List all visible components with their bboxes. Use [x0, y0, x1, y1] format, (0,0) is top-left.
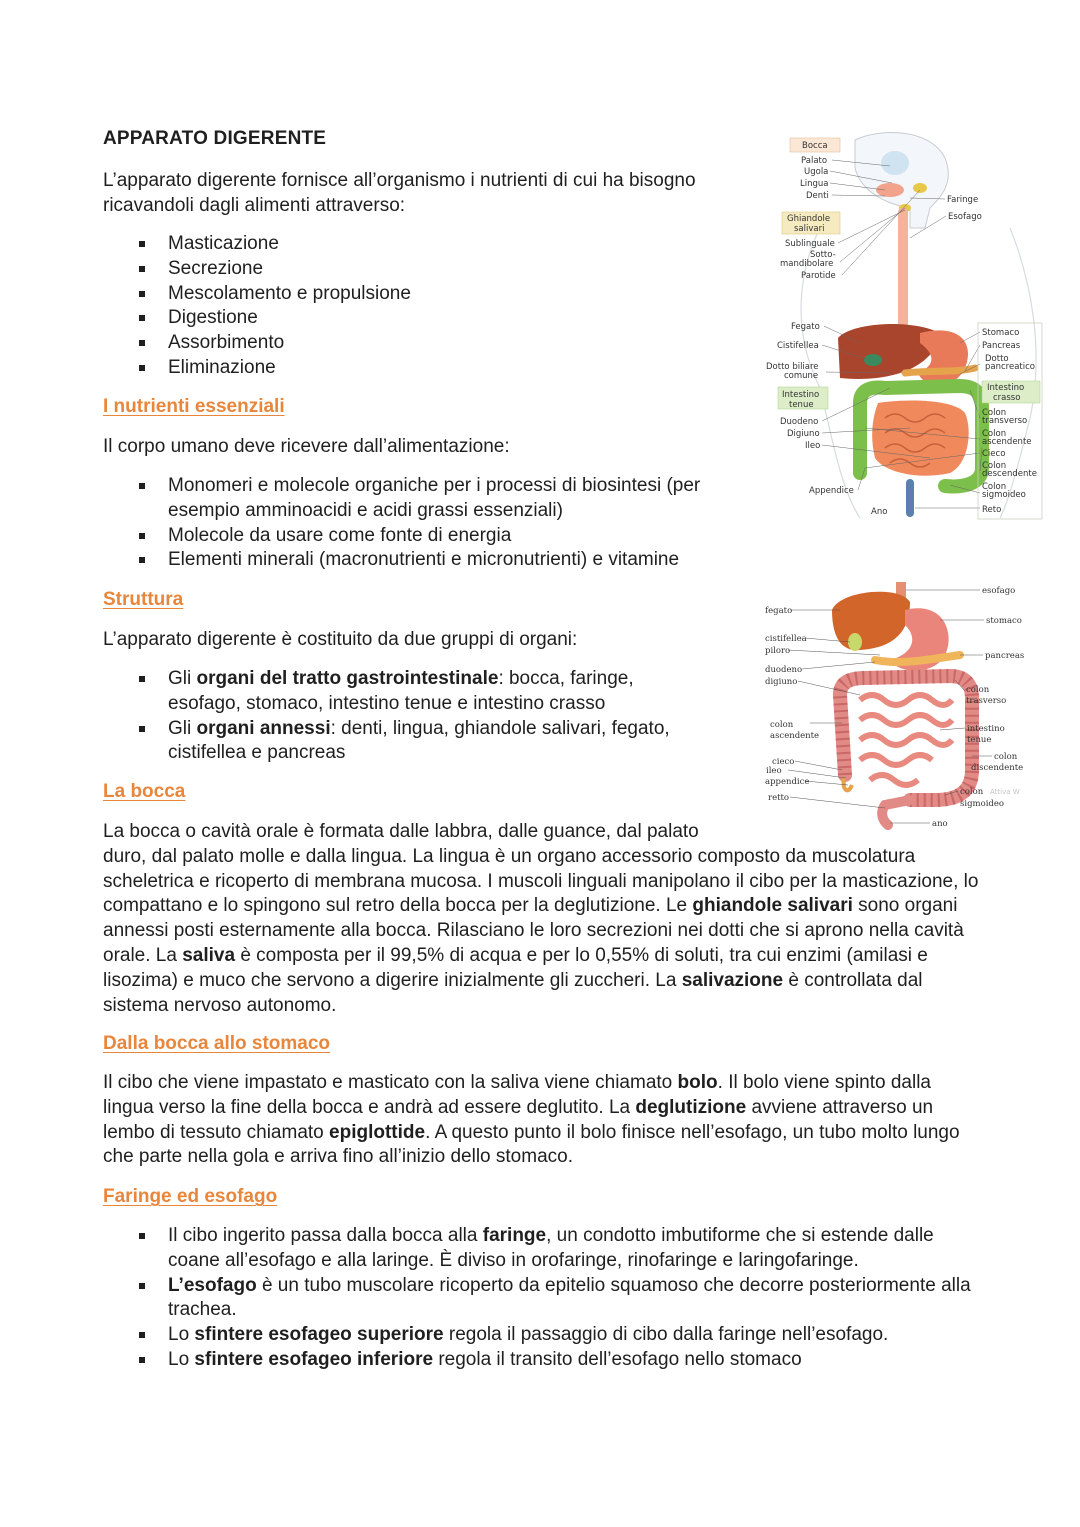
nasal-cavity — [881, 151, 909, 175]
diagram-label: discendente — [971, 763, 1024, 773]
bocca-paragraph-start: La bocca o cavità orale è formata dalle labbra, dalle guance, dal palato — [103, 821, 699, 842]
diagram-label: sigmoideo — [960, 799, 1005, 809]
diagram-label: Colon — [982, 482, 1007, 492]
diagram-label: Reto — [982, 505, 1002, 515]
diagram-label: Cieco — [982, 449, 1006, 459]
diagram-label: comune — [784, 371, 819, 381]
diagram-label: ileo — [766, 766, 782, 776]
tongue-shape — [876, 183, 904, 197]
diagram-label: Appendice — [809, 486, 854, 496]
list-item: Digestione — [103, 306, 743, 331]
intro-paragraph: L’apparato digerente fornisce all’organismo i nutrienti di cui ha bisogno ricavandoli dagli alimenti attraverso: — [103, 170, 696, 216]
list-item: Secrezione — [103, 257, 743, 282]
diagram-label: Sotto- — [810, 250, 836, 260]
diagram-label: Colon — [982, 461, 1007, 471]
diagram-label: ascendente — [982, 437, 1032, 447]
diagram-label: colon — [770, 720, 794, 730]
diagram-label: Duodeno — [780, 417, 819, 427]
diagram-label: esofago — [982, 586, 1016, 596]
diagram-label: tenue — [789, 400, 814, 410]
diagram-label: colon — [966, 685, 990, 695]
list-item: Assorbimento — [103, 331, 743, 356]
stomaco-paragraph: Il cibo che viene impastato e masticato con la saliva viene chiamato bolo. Il bolo viene spinto dalla lingua verso la fine della bocca e andrà ad essere deglutito. La deglutizione avviene attraverso un lembo di tessuto chiamato epiglottide. A questo punto il bolo finisce nell’esofago, un tubo molto lungo che parte nella gola e arriva fino all’inizio dello stomaco. — [103, 1072, 960, 1168]
diagram-label: descendente — [982, 469, 1037, 479]
struttura-heading: Struttura — [103, 589, 184, 610]
diagram-label: Stomaco — [982, 328, 1020, 338]
process-list — [103, 232, 743, 381]
faringe-list — [103, 1224, 983, 1373]
diagram-label: fegato — [765, 606, 793, 616]
abdominal-organs-diagram — [760, 580, 1050, 830]
nutrienti-heading: I nutrienti essenziali — [103, 396, 285, 417]
diagram-label: Esofago — [948, 212, 982, 222]
list-item: Masticazione — [103, 232, 743, 257]
struttura-list — [103, 667, 703, 766]
list-item: Il cibo ingerito passa dalla bocca alla faringe, un condotto imbutiforme che si estende dalle coane all’esofago e alla laringe. È diviso in orofaringe, rinofaringe e laringofaringe. — [103, 1224, 983, 1274]
diagram-label: Palato — [801, 156, 828, 166]
diagram-label: colon — [960, 787, 984, 797]
digestive-system-diagram — [760, 128, 1050, 523]
diagram-label: retto — [768, 793, 790, 803]
list-item: Gli organi del tratto gastrointestinale: bocca, faringe, esofago, stomaco, intestino tenue e intestino crasso — [103, 667, 703, 717]
small-intestine-shape — [860, 695, 952, 785]
diagram-label: Bocca — [802, 141, 828, 151]
diagram-label: Dotto — [985, 354, 1009, 364]
diagram-label: sigmoideo — [982, 490, 1026, 500]
diagram-label: Fegato — [791, 322, 820, 332]
nutrienti-intro: Il corpo umano deve ricevere dall’alimentazione: — [103, 436, 510, 457]
list-item: Elementi minerali (macronutrienti e micronutrienti) e vitamine — [103, 548, 743, 573]
diagram-label: Ugola — [804, 167, 829, 177]
list-item: L’esofago è un tubo muscolare ricoperto da epitelio squamoso che decorre posteriormente alla trachea. — [103, 1274, 983, 1324]
diagram-label: Cistifellea — [777, 341, 819, 351]
struttura-intro: L’apparato digerente è costituito da due gruppi di organi: — [103, 629, 578, 650]
list-item: Eliminazione — [103, 356, 743, 381]
diagram-label: Dotto biliare — [766, 362, 819, 372]
diagram-label: cistifellea — [765, 634, 807, 644]
parotid-gland — [913, 183, 927, 193]
small-intestine-shape — [872, 400, 969, 475]
diagram-label: digiuno — [765, 677, 798, 687]
diagram-label: Colon — [982, 429, 1007, 439]
diagram-label: stomaco — [986, 616, 1022, 626]
list-item: Molecole da usare come fonte di energia — [103, 524, 743, 549]
diagram-label: ano — [932, 819, 948, 829]
diagram-label: Digiuno — [787, 429, 820, 439]
diagram-label: transverso — [982, 416, 1028, 426]
diagram-label: Intestino — [987, 383, 1025, 393]
diagram-label: mandibolare — [780, 259, 834, 269]
nutrienti-list — [103, 474, 743, 573]
gallbladder-shape — [864, 354, 882, 366]
diagram-label: pancreatico — [985, 362, 1035, 372]
list-item: Gli organi annessi: denti, lingua, ghiandole salivari, fegato, cistifellea e pancreas — [103, 717, 703, 767]
page-title: APPARATO DIGERENTE — [103, 128, 327, 149]
diagram-label: pancreas — [985, 651, 1025, 661]
diagram-label: Pancreas — [982, 341, 1021, 351]
bocca-heading: La bocca — [103, 781, 186, 802]
pancreas-shape — [905, 368, 975, 373]
diagram-label: Ano — [871, 507, 888, 517]
diagram-label: Parotide — [801, 271, 836, 281]
diagram-label: cieco — [772, 757, 795, 767]
list-item: Lo sfintere esofageo superiore regola il passaggio di cibo dalla faringe nell’esofago. — [103, 1323, 983, 1348]
diagram-label: duodeno — [765, 665, 803, 675]
diagram-label: tenue — [967, 735, 992, 745]
list-item: Monomeri e molecole organiche per i processi di biosintesi (per esempio amminoacidi e acidi grassi essenziali) — [103, 474, 743, 524]
diagram-label: Sublinguale — [785, 239, 835, 249]
diagram-label: Lingua — [800, 179, 829, 189]
diagram-label: piloro — [765, 646, 791, 656]
watermark: Attiva W — [990, 788, 1020, 796]
rectum-shape — [882, 800, 910, 825]
diagram-label: crasso — [993, 393, 1021, 403]
diagram-label: appendice — [765, 777, 810, 787]
list-item: Mescolamento e propulsione — [103, 282, 743, 307]
diagram-label: Denti — [806, 191, 829, 201]
diagram-label: Ileo — [805, 441, 821, 451]
diagram-label: intestino — [967, 724, 1005, 734]
diagram-label: Intestino — [782, 390, 820, 400]
diagram-label: Faringe — [947, 195, 979, 205]
gallbladder-shape — [848, 633, 862, 651]
diagram-label: Colon — [982, 408, 1007, 418]
list-item: Lo sfintere esofageo inferiore regola il transito dell’esofago nello stomaco — [103, 1348, 983, 1373]
stomaco-heading: Dalla bocca allo stomaco — [103, 1033, 331, 1054]
faringe-heading: Faringe ed esofago — [103, 1186, 278, 1207]
diagram-label: Ghiandole salivari — [787, 214, 831, 234]
bocca-paragraph: duro, dal palato molle e dalla lingua. La lingua è un organo accessorio composto da muscolatura scheletrica e ricoperto di membrana mucosa. I muscoli linguali manipolano il cibo per la masticazione, lo compattano e lo spingono sul retro della bocca per la deglutizione. Le ghiandole salivari sono organi annessi posti esternamente alla bocca. Rilasciano le loro secrezioni nei dotti che si aprono nella cavità orale. La saliva è composta per il 99,5% di acqua e per lo 0,55% di soluti, tra cui enzimi (amilasi e lisozima) e muco che servono a digerire inizialmente gli zuccheri. La salivazione è controllata dal sistema nervoso autonomo. — [103, 845, 979, 1016]
diagram-label: colon — [994, 752, 1018, 762]
esophagus-shape — [898, 208, 908, 343]
diagram-label: trasverso — [966, 696, 1007, 706]
diagram-label: ascendente — [770, 731, 820, 741]
